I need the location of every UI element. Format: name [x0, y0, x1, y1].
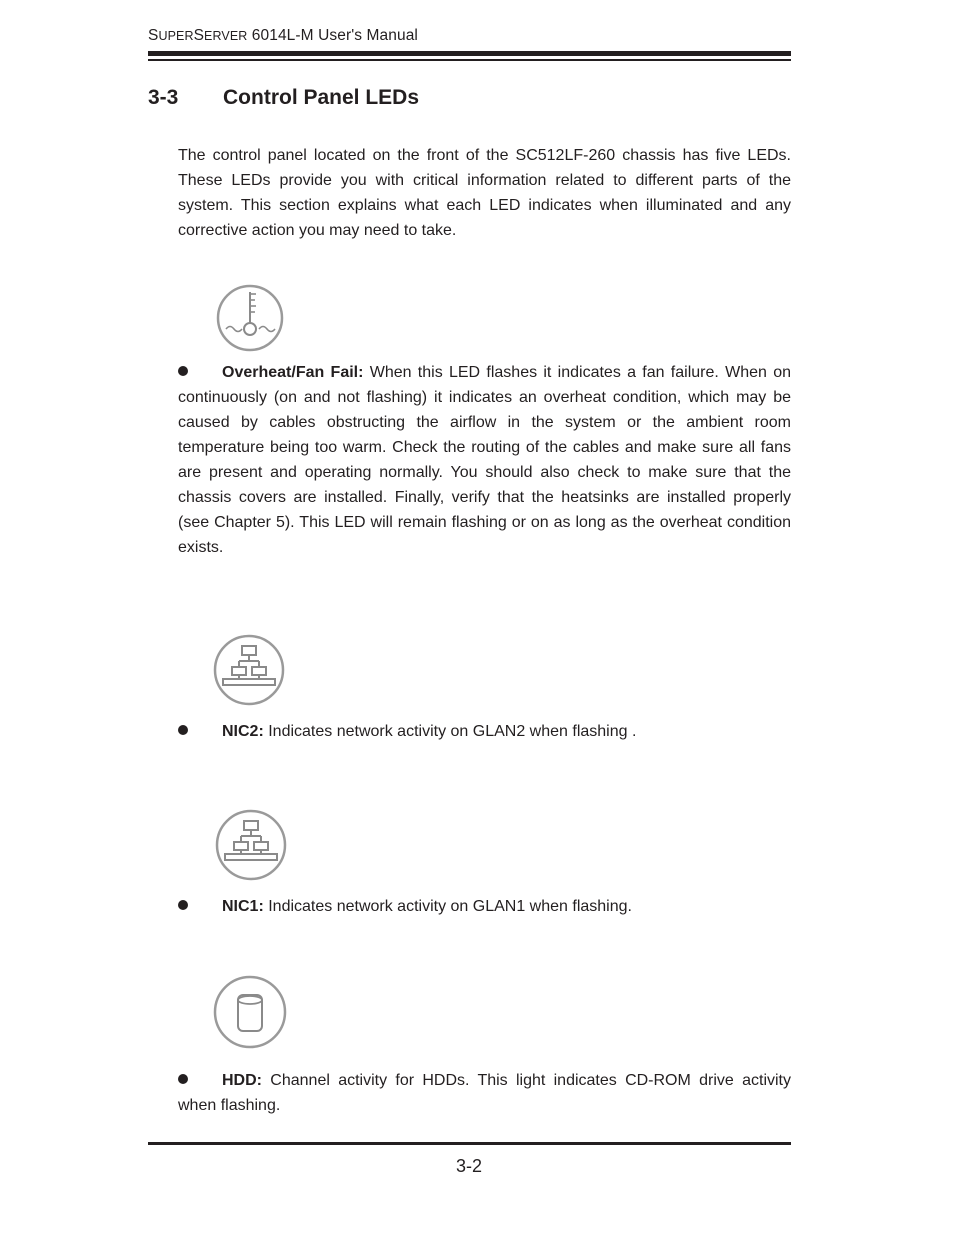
- led-text: Indicates network activity on GLAN1 when flashing.: [263, 898, 632, 915]
- page-number: 3-2: [456, 1156, 483, 1176]
- section-heading: [148, 86, 419, 110]
- header-title-part: S: [193, 27, 205, 44]
- header-title-part: S: [148, 27, 159, 44]
- led-text: Indicates network activity on GLAN2 when flashing .: [263, 723, 637, 740]
- header-rule-thick: [148, 51, 791, 56]
- network-icon: [214, 808, 288, 887]
- led-description-overheat: [178, 360, 791, 560]
- running-header: [148, 27, 418, 45]
- section-number: 3-3: [148, 86, 179, 109]
- led-description-nic1: [178, 894, 791, 919]
- header-title-part: ERVER: [204, 29, 248, 43]
- led-label: Overheat/Fan Fail:: [222, 364, 364, 381]
- led-label: HDD:: [222, 1072, 262, 1089]
- led-text: When this LED flashes it indicates a fan failure. When on continuously (on and not flashing) it indicates an overheat condition, which may be caused by cables obstructing the airflow in the system or the ambient room temperature being too warm. Check the routing of the cables and make sure all fans are present and operating normally. You should also check to make sure that the chassis covers are installed. Finally, verify that the heatsinks are installed properly (see Chapter 5). This LED will remain flashing or on as long as the overheat condition exists.: [178, 364, 791, 556]
- led-description-nic2: [178, 719, 791, 744]
- network-icon: [212, 633, 286, 712]
- header-title-part: UPER: [158, 29, 194, 43]
- led-text: Channel activity for HDDs. This light indicates CD-ROM drive activity when flashing.: [178, 1072, 791, 1114]
- thermometer-icon: [216, 284, 286, 359]
- led-label: NIC1:: [222, 898, 264, 915]
- header-title-part: 6014L-M User's Manual: [247, 27, 418, 44]
- led-description-hdd: [178, 1068, 791, 1118]
- header-rule-thin: [148, 59, 791, 61]
- footer-rule: [148, 1142, 791, 1145]
- section-title: Control Panel LEDs: [223, 86, 420, 109]
- hard-drive-icon: [212, 974, 288, 1055]
- intro-paragraph: The control panel located on the front of the SC512LF-260 chassis has five LEDs. These LEDs provide you with critical information related to different parts of the system. This section explains what each LED indicates when illuminated and any corrective action you may need to take.: [178, 147, 791, 239]
- led-label: NIC2:: [222, 723, 264, 740]
